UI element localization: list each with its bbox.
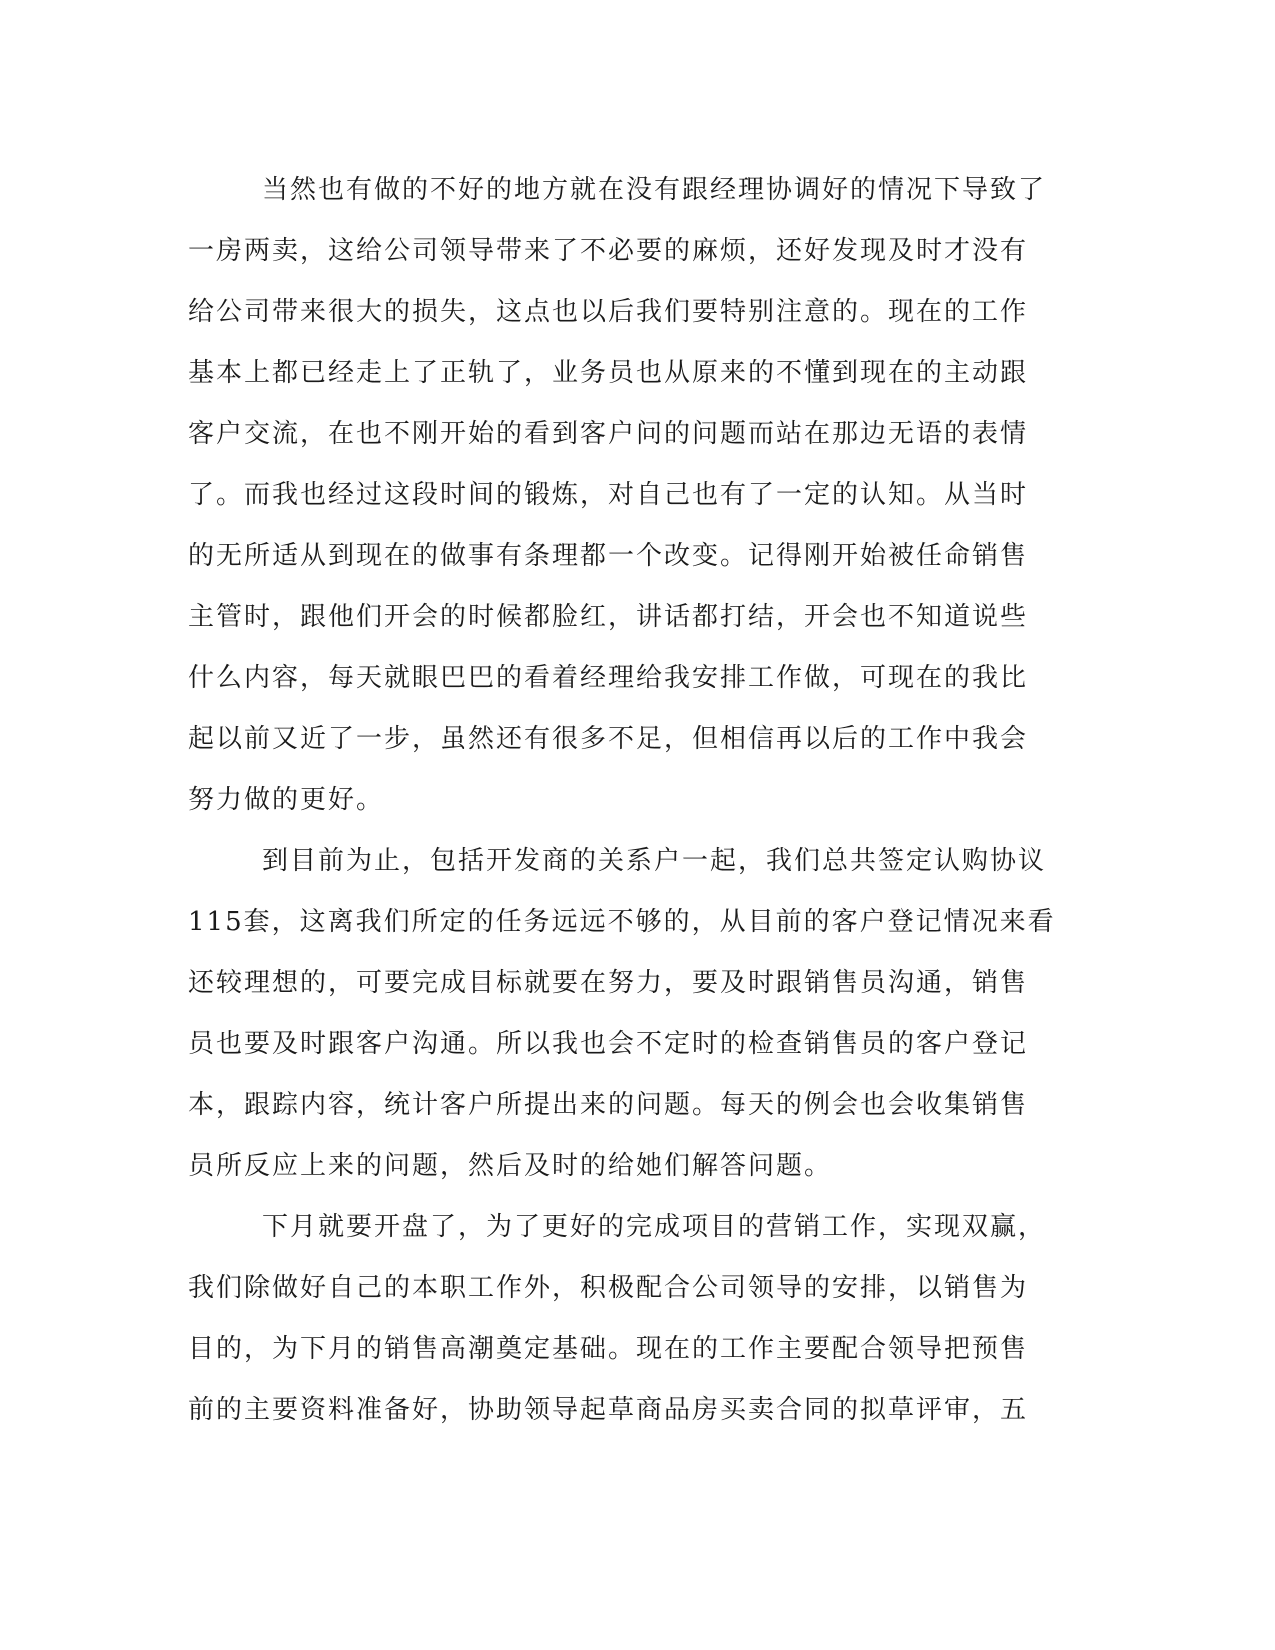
paragraph-line: 当然也有做的不好的地方就在没有跟经理协调好的情况下导致了 xyxy=(262,175,1047,205)
document-body xyxy=(188,160,1088,1441)
paragraph-2 xyxy=(188,831,1088,1197)
paragraph-line: 起以前又近了一步，虽然还有很多不足，但相信再以后的工作中我会 xyxy=(188,724,1029,754)
paragraph-line: 本，跟踪内容，统计客户所提出来的问题。每天的例会也会收集销售 xyxy=(188,1090,1029,1120)
paragraph-line: 努力做的更好。 xyxy=(188,785,385,815)
paragraph-line: 客户交流，在也不刚开始的看到客户问的问题而站在那边无语的表情 xyxy=(188,419,1029,449)
paragraph-line: 目的，为下月的销售高潮奠定基础。现在的工作主要配合领导把预售 xyxy=(188,1334,1029,1364)
paragraph-line: 主管时，跟他们开会的时候都脸红，讲话都打结，开会也不知道说些 xyxy=(188,602,1029,632)
paragraph-3 xyxy=(188,1197,1088,1441)
paragraph-line: 员所反应上来的问题，然后及时的给她们解答问题。 xyxy=(188,1151,833,1181)
paragraph-line: 一房两卖，这给公司领导带来了不必要的麻烦，还好发现及时才没有 xyxy=(188,236,1029,266)
paragraph-line: 前的主要资料准备好，协助领导起草商品房买卖合同的拟草评审，五 xyxy=(188,1395,1029,1425)
paragraph-line: 115套，这离我们所定的任务远远不够的，从目前的客户登记情况来看 xyxy=(188,907,1056,937)
paragraph-line: 下月就要开盘了，为了更好的完成项目的营销工作，实现双赢， xyxy=(262,1212,1047,1242)
paragraph-line: 我们除做好自己的本职工作外，积极配合公司领导的安排，以销售为 xyxy=(188,1273,1029,1303)
paragraph-line: 了。而我也经过这段时间的锻炼，对自己也有了一定的认知。从当时 xyxy=(188,480,1029,510)
paragraph-line: 的无所适从到现在的做事有条理都一个改变。记得刚开始被任命销售 xyxy=(188,541,1029,571)
paragraph-line: 员也要及时跟客户沟通。所以我也会不定时的检查销售员的客户登记 xyxy=(188,1029,1029,1059)
paragraph-line: 还较理想的，可要完成目标就要在努力，要及时跟销售员沟通，销售 xyxy=(188,968,1029,998)
paragraph-line: 给公司带来很大的损失，这点也以后我们要特别注意的。现在的工作 xyxy=(188,297,1029,327)
paragraph-line: 什么内容，每天就眼巴巴的看着经理给我安排工作做，可现在的我比 xyxy=(188,663,1029,693)
paragraph-line: 基本上都已经走上了正轨了，业务员也从原来的不懂到现在的主动跟 xyxy=(188,358,1029,388)
paragraph-1 xyxy=(188,160,1088,831)
paragraph-line: 到目前为止，包括开发商的关系户一起，我们总共签定认购协议 xyxy=(262,846,1047,876)
